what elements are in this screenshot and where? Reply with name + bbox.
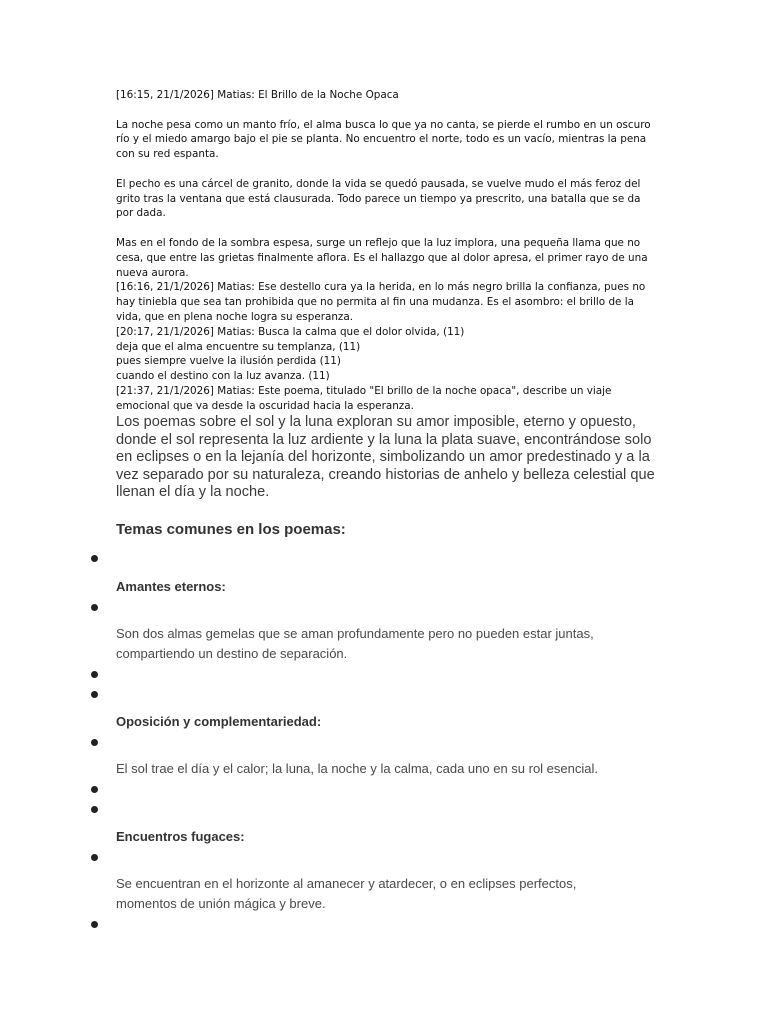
article-intro: Los poemas sobre el sol y la luna exploran su amor imposible, eterno y opuesto, donde el sol representa la luz ardiente y la luna la plata suave, encontrándose solo en eclipses o en la lejanía del horizonte, simbolizando un amor predestinado y a la vez separado por su naturaleza, creando historias de anhelo y belleza celestial que llenan el día y la noche. (116, 414, 655, 501)
chat-message: [16:16, 21/1/2026] Matias: Ese destello cura ya la herida, en lo más negro brilla la confianza, pues no hay tiniebla que sea tan prohibida que no permita al fin una mudanza. Es el asombro: el brillo de la vida, que en plena noche logra su esperanza. (116, 281, 646, 323)
section-heading: Temas comunes en los poemas: (116, 521, 346, 538)
list-bullet (91, 555, 98, 562)
chat-message-header: [16:15, 21/1/2026] Matias: El Brillo de la Noche Opaca (116, 89, 399, 101)
topic-text: Son dos almas gemelas que se aman profundamente pero no pueden estar juntas, compartiendo un destino de separación. (116, 626, 594, 661)
poem-line: deja que el alma encuentre su templanza, (11) (116, 340, 361, 353)
chat-message: [20:17, 21/1/2026] Matias: Busca la calma que el dolor olvida, (11) (116, 325, 465, 338)
topic-text: Se encuentran en el horizonte al amanecer y atardecer, o en eclipses perfectos, momentos de unión mágica y breve. (116, 876, 577, 911)
list-bullet (91, 854, 98, 861)
list-bullet (91, 604, 98, 611)
chat-message: [21:37, 21/1/2026] Matias: Este poema, titulado "El brillo de la noche opaca", describe un viaje emocional que va desde la oscuridad hacia la esperanza. (116, 384, 612, 412)
poem-stanza: El pecho es una cárcel de granito, donde la vida se quedó pausada, se vuelve mudo el más feroz del grito tras la ventana que está clausurada. Todo parece un tiempo ya prescrito, una batalla que se da por dada. (116, 177, 641, 220)
list-bullet (91, 739, 98, 746)
list-bullet (91, 921, 98, 928)
list-bullet (91, 786, 98, 793)
poem-stanza: La noche pesa como un manto frío, el alma busca lo que ya no canta, se pierde el rumbo en un oscuro río y el miedo amargo bajo el pie se planta. No encuentro el norte, todo es un vacío, mientras la pena con su red espanta. (116, 118, 651, 161)
topic-title: Amantes eternos: (116, 579, 226, 594)
poem-line: pues siempre vuelve la ilusión perdida (11) (116, 355, 341, 368)
chat-transcript (116, 88, 656, 414)
list-bullet (91, 671, 98, 678)
article-intro-block (116, 414, 656, 502)
topic-title: Oposición y complementariedad: (116, 714, 322, 729)
list-bullet (91, 691, 98, 698)
list-bullet (91, 806, 98, 813)
topic-title: Encuentros fugaces: (116, 829, 245, 844)
topic-text: El sol trae el día y el calor; la luna, la noche y la calma, cada uno en su rol esencial. (116, 761, 598, 776)
poem-stanza: Mas en el fondo de la sombra espesa, surge un reflejo que la luz implora, una pequeña llama que no cesa, que entre las grietas finalmente aflora. Es el hallazgo que al dolor apresa, el primer rayo de una nueva aurora. (116, 236, 648, 279)
poem-line: cuando el destino con la luz avanza. (11) (116, 370, 330, 383)
